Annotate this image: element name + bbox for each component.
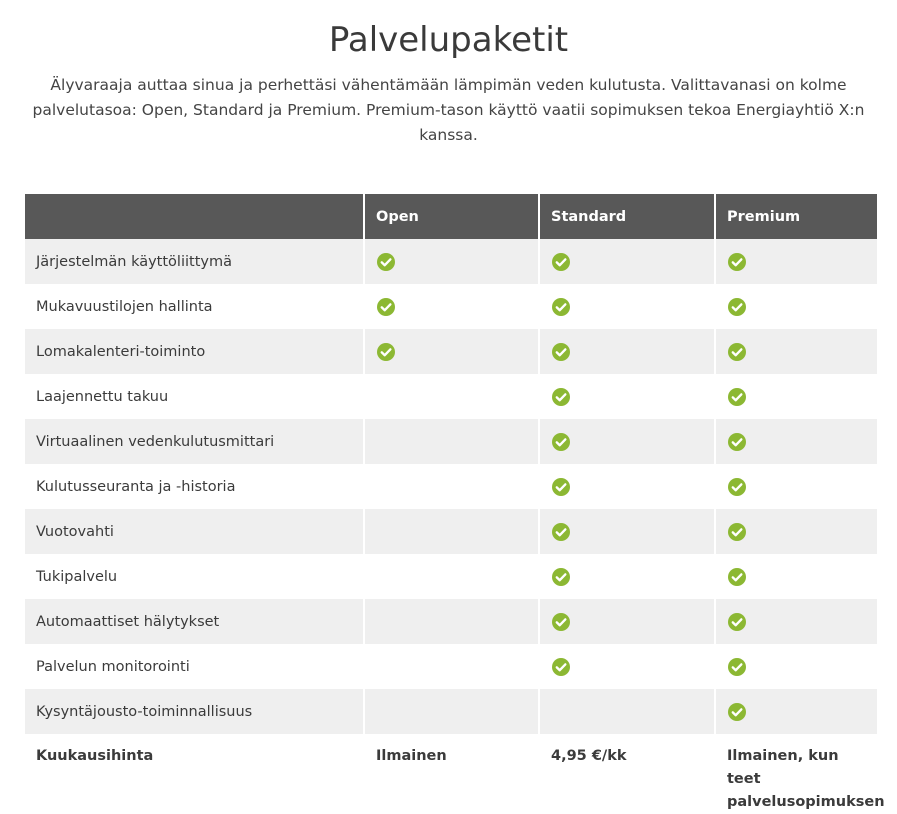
cell-standard bbox=[539, 599, 715, 644]
page-title: Palvelupaketit bbox=[328, 20, 569, 60]
check-circle-icon bbox=[552, 613, 570, 631]
check-circle-icon bbox=[728, 388, 746, 406]
feature-name: Mukavuustilojen hallinta bbox=[25, 284, 364, 329]
cell-open bbox=[364, 644, 539, 689]
cell-open bbox=[364, 284, 539, 329]
cell-standard bbox=[539, 239, 715, 284]
table-row bbox=[25, 599, 877, 644]
check-circle-icon bbox=[728, 433, 746, 451]
table-body bbox=[25, 239, 885, 814]
check-circle-icon bbox=[728, 568, 746, 586]
header-standard: Standard bbox=[539, 194, 715, 239]
table-row bbox=[25, 644, 877, 689]
cell-standard bbox=[539, 419, 715, 464]
cell-premium bbox=[715, 509, 877, 554]
price-premium: Ilmainen, kun teet palvelusopimuksen bbox=[715, 734, 877, 814]
cell-open bbox=[364, 599, 539, 644]
header-premium: Premium bbox=[715, 194, 877, 239]
check-circle-icon bbox=[552, 478, 570, 496]
cell-premium bbox=[715, 464, 877, 509]
check-circle-icon bbox=[728, 343, 746, 361]
check-circle-icon bbox=[728, 703, 746, 721]
check-circle-icon bbox=[552, 253, 570, 271]
table-row bbox=[25, 239, 877, 284]
table-header-row bbox=[25, 194, 877, 239]
cell-premium bbox=[715, 374, 877, 419]
cell-premium bbox=[715, 554, 877, 599]
cell-standard bbox=[539, 284, 715, 329]
cell-standard bbox=[539, 509, 715, 554]
cell-standard bbox=[539, 554, 715, 599]
price-standard: 4,95 €/kk bbox=[539, 734, 715, 814]
cell-premium bbox=[715, 239, 877, 284]
price-row bbox=[25, 734, 877, 814]
cell-premium bbox=[715, 329, 877, 374]
feature-name: Kysyntäjousto-toiminnallisuus bbox=[25, 689, 364, 734]
table-row bbox=[25, 284, 877, 329]
check-circle-icon bbox=[552, 388, 570, 406]
feature-name: Virtuaalinen vedenkulutusmittari bbox=[25, 419, 364, 464]
cell-standard bbox=[539, 374, 715, 419]
check-circle-icon bbox=[377, 343, 395, 361]
cell-open bbox=[364, 464, 539, 509]
table-row bbox=[25, 554, 877, 599]
cell-premium bbox=[715, 599, 877, 644]
feature-name: Vuotovahti bbox=[25, 509, 364, 554]
check-circle-icon bbox=[377, 253, 395, 271]
check-circle-icon bbox=[552, 523, 570, 541]
feature-name: Järjestelmän käyttöliittymä bbox=[25, 239, 364, 284]
cell-premium bbox=[715, 419, 877, 464]
feature-name: Kulutusseuranta ja -historia bbox=[25, 464, 364, 509]
check-circle-icon bbox=[728, 613, 746, 631]
cell-open bbox=[364, 689, 539, 734]
price-label: Kuukausihinta bbox=[25, 734, 364, 814]
check-circle-icon bbox=[728, 658, 746, 676]
feature-name: Tukipalvelu bbox=[25, 554, 364, 599]
feature-name: Automaattiset hälytykset bbox=[25, 599, 364, 644]
check-circle-icon bbox=[728, 523, 746, 541]
check-circle-icon bbox=[728, 298, 746, 316]
feature-name: Laajennettu takuu bbox=[25, 374, 364, 419]
table-row bbox=[25, 509, 877, 554]
check-circle-icon bbox=[552, 343, 570, 361]
check-circle-icon bbox=[552, 568, 570, 586]
cell-standard bbox=[539, 329, 715, 374]
table-row bbox=[25, 419, 877, 464]
cell-open bbox=[364, 509, 539, 554]
check-circle-icon bbox=[728, 253, 746, 271]
cell-open bbox=[364, 554, 539, 599]
header-feature bbox=[25, 194, 364, 239]
cell-open bbox=[364, 419, 539, 464]
table-row bbox=[25, 689, 877, 734]
page-intro: Älyvaraaja auttaa sinua ja perhettäsi vähentämään lämpimän veden kulutusta. Valittavanasi on kolme palvelutasoa: Open, Standard ja Premium. Premium-tason käyttö vaatii sopimuksen tekoa Energiayhtiö X:n kanssa. bbox=[32, 76, 865, 144]
cell-standard bbox=[539, 689, 715, 734]
check-circle-icon bbox=[728, 478, 746, 496]
table-row bbox=[25, 464, 877, 509]
check-circle-icon bbox=[552, 433, 570, 451]
table-row bbox=[25, 329, 877, 374]
cell-open bbox=[364, 374, 539, 419]
cell-open bbox=[364, 329, 539, 374]
cell-standard bbox=[539, 644, 715, 689]
feature-name: Palvelun monitorointi bbox=[25, 644, 364, 689]
pricing-table bbox=[25, 194, 885, 814]
cell-premium bbox=[715, 284, 877, 329]
cell-standard bbox=[539, 464, 715, 509]
table-row bbox=[25, 374, 877, 419]
check-circle-icon bbox=[552, 298, 570, 316]
header-open: Open bbox=[364, 194, 539, 239]
check-circle-icon bbox=[552, 658, 570, 676]
feature-name: Lomakalenteri-toiminto bbox=[25, 329, 364, 374]
price-open: Ilmainen bbox=[364, 734, 539, 814]
check-circle-icon bbox=[377, 298, 395, 316]
cell-premium bbox=[715, 689, 877, 734]
cell-premium bbox=[715, 644, 877, 689]
cell-open bbox=[364, 239, 539, 284]
